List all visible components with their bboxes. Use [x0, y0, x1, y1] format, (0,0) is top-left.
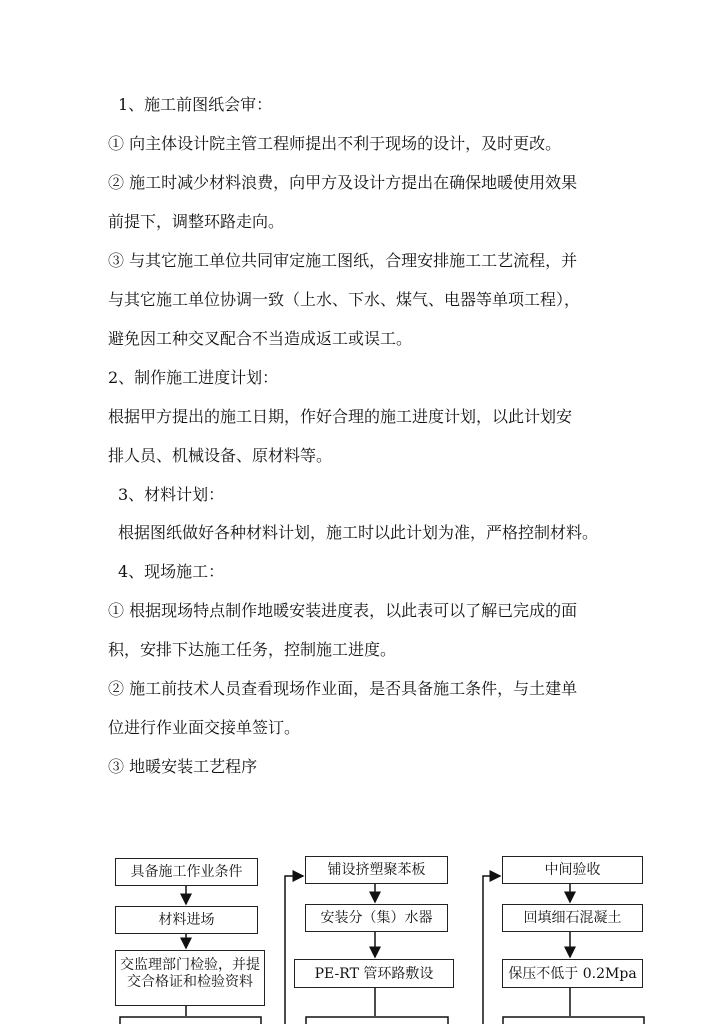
flow-step-pert-pipe-laying: PE-RT 管环路敷设 [294, 959, 454, 988]
paragraph-line: ② 施工前技术人员查看现场作业面，是否具备施工条件，与土建单 [108, 679, 578, 698]
paragraph-line: 根据甲方提出的施工日期，作好合理的施工进度计划，以此计划安 [108, 407, 573, 426]
flow-step-install-manifold: 安装分（集）水器 [305, 904, 448, 932]
installation-flowchart [0, 830, 724, 1024]
paragraph-line: 位进行作业面交接单签订。 [108, 718, 301, 737]
heading-4: 4、现场施工： [118, 562, 225, 581]
paragraph-line: 避免因工种交叉配合不当造成返工或误工。 [108, 329, 413, 348]
paragraph-line: 积，安排下达施工任务，控制施工进度。 [108, 640, 397, 659]
paragraph-line: ③ 与其它施工单位共同审定施工图纸，合理安排施工工艺流程，并 [108, 251, 578, 270]
flow-step-supervision-inspection: 交监理部门检验，并提交合格证和检验资料 [115, 950, 265, 1006]
paragraph-line: 排人员、机械设备、原材料等。 [108, 446, 333, 465]
heading-3: 3、材料计划： [118, 485, 225, 504]
flow-step-materials-arrive: 材料进场 [115, 906, 258, 934]
paragraph-line: 根据图纸做好各种材料计划，施工时以此计划为准，严格控制材料。 [118, 523, 599, 542]
paragraph-line: 前提下，调整环路走向。 [108, 212, 285, 231]
paragraph-line: ① 向主体设计院主管工程师提出不利于现场的设计，及时更改。 [108, 134, 562, 153]
paragraph-line: ② 施工时减少材料浪费，向甲方及设计方提出在确保地暖使用效果 [108, 173, 578, 192]
flow-step-intermediate-acceptance: 中间验收 [502, 856, 643, 884]
heading-1: 1、施工前图纸会审： [118, 95, 273, 114]
flow-step-lay-xps-board: 铺设挤塑聚苯板 [305, 856, 448, 884]
heading-2: 2、制作施工进度计划： [108, 368, 279, 387]
flow-step-pressure-test: 保压不低于 0.2Mpa [502, 959, 643, 988]
paragraph-line: 与其它施工单位协调一致（上水、下水、煤气、电器等单项工程）， [108, 290, 581, 309]
flow-step-backfill-concrete: 回填细石混凝土 [502, 904, 643, 932]
paragraph-line: ① 根据现场特点制作地暖安装进度表，以此表可以了解已完成的面 [108, 601, 578, 620]
paragraph-line: ③ 地暖安装工艺程序 [108, 757, 258, 776]
flow-step-work-conditions: 具备施工作业条件 [115, 858, 258, 886]
